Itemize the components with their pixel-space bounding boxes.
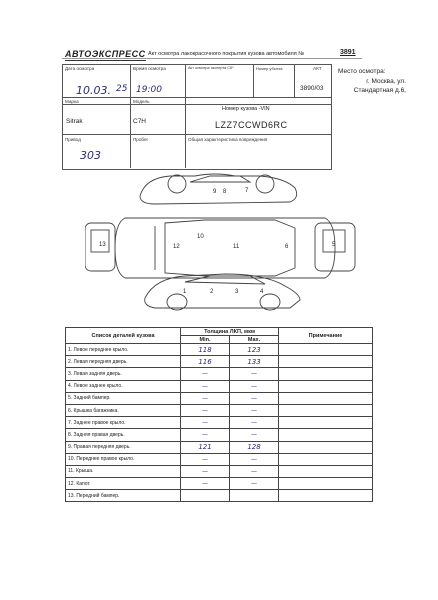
min-thickness: 118: [181, 344, 230, 356]
max-thickness: —: [230, 417, 279, 429]
min-thickness: 116: [181, 356, 230, 368]
min-thickness: —: [181, 478, 230, 490]
max-thickness: —: [230, 453, 279, 465]
part-name: 8. Задняя правая дверь.: [66, 429, 181, 441]
max-thickness: —: [230, 368, 279, 380]
form-grid-line: [185, 64, 186, 97]
table-row: [66, 441, 373, 453]
min-thickness: —: [181, 417, 230, 429]
model-value: C7H: [133, 118, 147, 125]
part-name: 11. Крыша.: [66, 465, 181, 477]
max-thickness: —: [230, 429, 279, 441]
max-thickness: —: [230, 380, 279, 392]
form-grid: [62, 64, 332, 170]
note-cell: [279, 356, 373, 368]
min-thickness: —: [181, 465, 230, 477]
document-number: 3891: [340, 49, 356, 56]
max-thickness: —: [230, 392, 279, 404]
form-grid-line: [130, 104, 131, 168]
car-body-diagram: [85, 168, 365, 318]
max-thickness: 123: [230, 344, 279, 356]
drive-value: 303: [80, 149, 101, 162]
part-name: 13. Передний бампер.: [66, 490, 181, 502]
part-name: 3. Левая задняя дверь.: [66, 368, 181, 380]
header-divider: [62, 58, 362, 59]
table-row: [66, 380, 373, 392]
min-thickness: [181, 490, 230, 502]
table-row: [66, 478, 373, 490]
document-title: Акт осмотра лакокрасочного покрытия кузова автомобиля №: [148, 51, 305, 57]
table-row: [66, 490, 373, 502]
damage-label: Общая характеристика повреждения: [188, 137, 268, 142]
min-thickness: 121: [181, 441, 230, 453]
part-name: 9. Правая передняя дверь.: [66, 441, 181, 453]
part-name: 7. Заднее правое крыло.: [66, 417, 181, 429]
max-thickness: —: [230, 465, 279, 477]
make-label: Марка: [65, 99, 79, 104]
min-thickness: —: [181, 368, 230, 380]
make-value: Sitrak: [66, 118, 83, 125]
max-thickness: 133: [230, 356, 279, 368]
note-cell: [279, 465, 373, 477]
max-thickness: —: [230, 404, 279, 416]
part-name: 10. Переднее правое крыло.: [66, 453, 181, 465]
note-cell: [279, 478, 373, 490]
drive-label: Привод: [65, 137, 81, 142]
diagram-label-4: 4: [260, 289, 264, 295]
diagram-label-8: 8: [223, 189, 227, 195]
form-grid-line: [62, 97, 331, 98]
note-cell: [279, 429, 373, 441]
table-row: [66, 356, 373, 368]
diagram-label-10: 10: [197, 234, 204, 240]
diagram-label-12: 12: [173, 244, 180, 250]
part-name: 12. Капот.: [66, 478, 181, 490]
table-row: [66, 344, 373, 356]
part-name: 1. Левое переднее крыло.: [66, 344, 181, 356]
diagram-label-11: 11: [233, 244, 240, 250]
diagram-label-1: 1: [183, 289, 187, 295]
form-grid-line: [294, 64, 295, 97]
model-label: Модель: [133, 99, 150, 104]
place-label: Место осмотра:: [338, 68, 386, 75]
act-value: 3890/03: [300, 85, 324, 92]
min-thickness: —: [181, 380, 230, 392]
table-row: [66, 453, 373, 465]
note-cell: [279, 441, 373, 453]
table-row: [66, 429, 373, 441]
vin-value: LZZ7CCWD6RC: [215, 120, 288, 130]
max-thickness: —: [230, 478, 279, 490]
company-logo: АВТОЭКСПРЕСС: [65, 49, 146, 59]
plate-label: Номер убытка: [256, 66, 283, 71]
parts-table-body: [66, 344, 373, 502]
time-label: Время осмотра: [133, 66, 166, 71]
note-cell: [279, 380, 373, 392]
col-note-header: Примечание: [279, 328, 373, 344]
col-parts-header: Список деталей кузова: [66, 328, 181, 344]
min-thickness: —: [181, 392, 230, 404]
note-cell: [279, 490, 373, 502]
form-grid-line: [185, 97, 186, 168]
form-grid-line: [62, 134, 331, 135]
min-thickness: —: [181, 404, 230, 416]
date-label: Дата осмотра: [65, 66, 95, 71]
col-min-header: Min.: [181, 336, 230, 344]
date-value: 10.03.: [76, 84, 111, 97]
min-thickness: —: [181, 429, 230, 441]
part-name: 5. Задний бампер.: [66, 392, 181, 404]
part-name: 4. Левое заднее крыло.: [66, 380, 181, 392]
parts-table: [65, 327, 373, 502]
place-value: г. Москва, ул. Стандартная д.6,: [353, 78, 406, 94]
expert-label: Акт осмотра эксперта СК*: [188, 66, 234, 70]
diagram-label-2: 2: [210, 289, 214, 295]
year-value: 25: [116, 84, 128, 94]
table-row: [66, 392, 373, 404]
note-cell: [279, 404, 373, 416]
table-row: [66, 368, 373, 380]
diagram-label-7: 7: [245, 188, 249, 194]
col-max-header: Max.: [230, 336, 279, 344]
note-cell: [279, 453, 373, 465]
min-thickness: —: [181, 453, 230, 465]
max-thickness: [230, 490, 279, 502]
note-cell: [279, 368, 373, 380]
act-label: АКТ: [313, 66, 322, 71]
col-thickness-header: Толщина ЛКП, мкм: [181, 328, 279, 336]
diagram-label-6: 6: [285, 244, 289, 250]
diagram-label-3: 3: [235, 289, 239, 295]
table-row: [66, 404, 373, 416]
time-value: 19:00: [136, 85, 162, 95]
form-grid-line: [253, 64, 254, 97]
part-name: 2. Левая передняя дверь.: [66, 356, 181, 368]
mileage-label: Пробег: [133, 137, 149, 142]
note-cell: [279, 392, 373, 404]
table-row: [66, 417, 373, 429]
part-name: 6. Крышка багажника.: [66, 404, 181, 416]
form-grid-line: [130, 64, 131, 104]
table-row: [66, 465, 373, 477]
max-thickness: 128: [230, 441, 279, 453]
form-grid-line: [62, 104, 331, 105]
note-cell: [279, 417, 373, 429]
diagram-label-5: 5: [332, 242, 336, 248]
diagram-label-13: 13: [99, 242, 106, 248]
vin-label: Номер кузова -VIN: [222, 106, 270, 112]
note-cell: [279, 344, 373, 356]
diagram-label-9: 9: [213, 189, 217, 195]
